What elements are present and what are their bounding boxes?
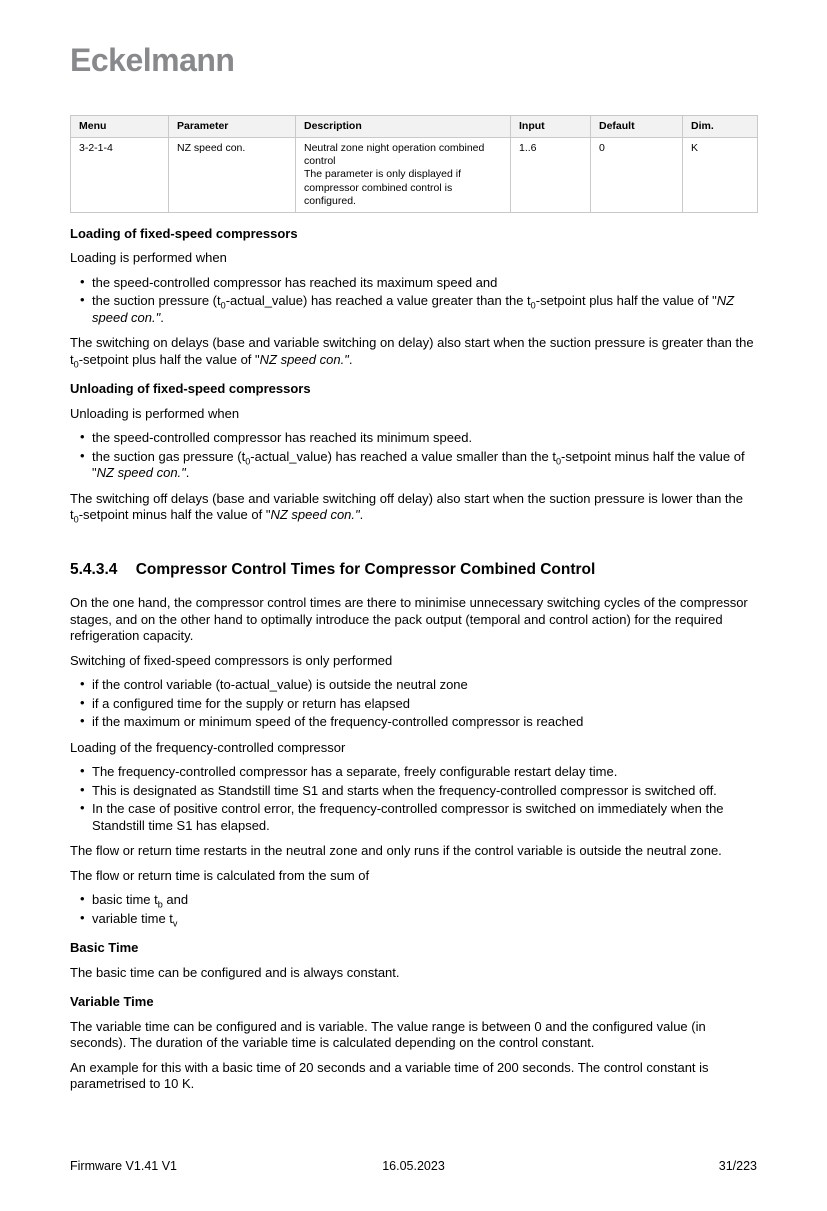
paragraph: Loading of the frequency-controlled compressor <box>70 739 346 755</box>
paragraph: Switching of fixed-speed compressors is only performed <box>70 652 393 668</box>
heading-basic-time: Basic Time <box>70 940 139 956</box>
paragraph: The flow or return time is calculated from the sum of <box>70 867 370 883</box>
cell-menu: 3-2-1-4 <box>71 138 169 213</box>
section-title: Compressor Control Times for Compressor Combined Control <box>135 560 596 578</box>
list-item: • if a configured time for the supply or return has elapsed <box>70 696 757 713</box>
document-body <box>70 226 757 1093</box>
document-page <box>0 42 827 1093</box>
list-item: • This is designated as Standstill time S1 and starts when the frequency-controlled compressor is switched off. <box>70 783 757 800</box>
paragraph: The switching on delays (base and variable switching on delay) also start when the suction pressure is greater than the $t_0$-setpoint plus half the value of "NZ speed con.". <box>70 335 754 370</box>
list-item: • basic time $t_b$ and <box>70 892 757 909</box>
bullet-list <box>70 892 757 927</box>
paragraph: The variable time can be configured and is variable. The value range is between 0 and the configured value (in seconds). The duration of the variable time is calculated depending on the control constant. <box>70 1018 706 1051</box>
page-footer <box>70 1159 757 1173</box>
col-header-description: Description <box>296 116 511 138</box>
heading-loading-compressors: Loading of fixed-speed compressors <box>70 225 298 241</box>
bullet-list <box>70 430 757 482</box>
col-header-parameter: Parameter <box>169 116 296 138</box>
paragraph: Unloading is performed when <box>70 405 240 421</box>
list-item: • the speed-controlled compressor has reached its maximum speed and <box>70 275 757 292</box>
heading-unloading-compressors: Unloading of fixed-speed compressors <box>70 381 311 397</box>
parameter-table <box>70 115 758 213</box>
list-item: • the speed-controlled compressor has reached its minimum speed. <box>70 430 757 447</box>
cell-default: 0 <box>591 138 683 213</box>
footer-date: 16.05.2023 <box>382 1159 445 1173</box>
list-item: • variable time $t_v$ <box>70 911 757 928</box>
list-item: • The frequency-controlled compressor has a separate, freely configurable restart delay time. <box>70 764 757 781</box>
bullet-list <box>70 677 757 731</box>
paragraph: An example for this with a basic time of 20 seconds and a variable time of 200 seconds. The control constant is parametrised to 10 K. <box>70 1059 709 1092</box>
company-logo: Eckelmann <box>70 42 235 78</box>
heading-variable-time: Variable Time <box>70 994 154 1010</box>
col-header-dim: Dim. <box>683 116 758 138</box>
col-header-default: Default <box>591 116 683 138</box>
description-line: Neutral zone night operation combined control <box>304 142 485 168</box>
table-row <box>71 138 758 213</box>
paragraph: Loading is performed when <box>70 250 227 266</box>
cell-input: 1..6 <box>511 138 591 213</box>
footer-firmware-version: Firmware V1.41 V1 <box>70 1159 177 1173</box>
paragraph: The basic time can be configured and is always constant. <box>70 964 400 980</box>
list-item: • if the maximum or minimum speed of the frequency-controlled compressor is reached <box>70 714 757 731</box>
description-line: The parameter is only displayed if compressor combined control is configured. <box>304 168 461 207</box>
table-header-row <box>71 116 758 138</box>
bullet-list <box>70 764 757 834</box>
list-item: • if the control variable (to-actual_value) is outside the neutral zone <box>70 677 757 694</box>
cell-parameter: NZ speed con. <box>169 138 296 213</box>
paragraph: The flow or return time restarts in the neutral zone and only runs if the control variable is outside the neutral zone. <box>70 843 722 859</box>
cell-description <box>296 138 511 213</box>
col-header-menu: Menu <box>71 116 169 138</box>
cell-dim: K <box>683 138 758 213</box>
footer-page-number: 31/223 <box>718 1159 757 1173</box>
list-item: • In the case of positive control error, the frequency-controlled compressor is switched on immediately when the Standstill time S1 has elapsed. <box>70 801 757 834</box>
bullet-list <box>70 275 757 327</box>
section-number: 5.4.3.4 <box>70 560 118 578</box>
paragraph: On the one hand, the compressor control times are there to minimise unnecessary switching cycles of the compressor stages, and on the other hand to optimally introduce the pack output (temporal and control action) for the required refrigeration capacity. <box>70 595 748 644</box>
paragraph: The switching off delays (base and variable switching off delay) also start when the suction pressure is lower than the $t_0$-setpoint minus half the value of "NZ speed con.". <box>70 490 743 525</box>
section-heading <box>70 560 757 580</box>
list-item: • the suction gas pressure $(t_0-actual\_value)$ has reached a value smaller than the $t_0$-setpoint minus half the value of "NZ speed con.". <box>70 449 757 482</box>
list-item: • the suction pressure $(t_0-actual\_value)$ has reached a value greater than the $t_0$-setpoint plus half the value of "NZ speed con.". <box>70 293 757 326</box>
col-header-input: Input <box>511 116 591 138</box>
